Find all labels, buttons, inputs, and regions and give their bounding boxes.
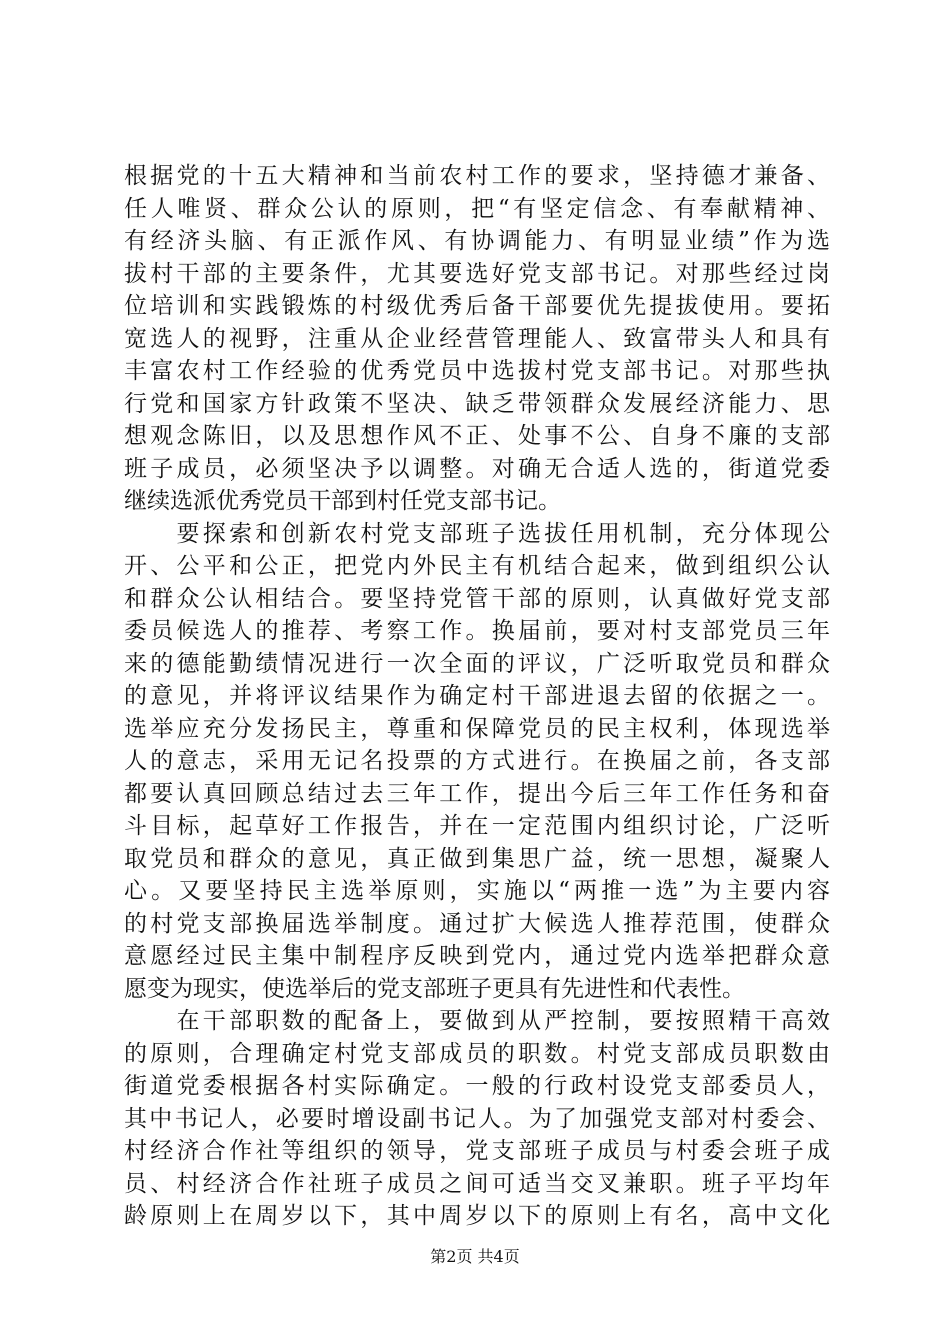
text-line: 宽选人的视野，注重从企业经营管理能人、致富带头人和具有: [124, 325, 830, 352]
text-line: 都要认真回顾总结过去三年工作，提出今后三年工作任务和奋: [124, 780, 830, 807]
text-line: 任人唯贤、群众公认的原则，把“有坚定信念、有奉献精神、: [124, 195, 830, 222]
text-line: 继续选派优秀党员干部到村任党支部书记。: [124, 488, 561, 514]
text-line: 的原则，合理确定村党支部成员的职数。村党支部成员职数由: [124, 1040, 830, 1067]
text-line: 心。又要坚持民主选举原则，实施以“两推一选”为主要内容: [124, 878, 830, 904]
text-line: 根据党的十五大精神和当前农村工作的要求，坚持德才兼备、: [124, 163, 830, 189]
text-line: 丰富农村工作经验的优秀党员中选拔村党支部书记。对那些执: [124, 358, 830, 384]
text-line: 开、公平和公正，把党内外民主有机结合起来，做到组织公认: [124, 553, 830, 579]
text-line: 要探索和创新农村党支部班子选拔任用机制，充分体现公: [124, 520, 830, 547]
text-line: 龄原则上在周岁以下，其中周岁以下的原则上有名，高中文化: [124, 1203, 830, 1229]
text-line: 员、村经济合作社班子成员之间可适当交叉兼职。班子平均年: [124, 1170, 830, 1197]
text-line: 人的意志，采用无记名投票的方式进行。在换届之前，各支部: [124, 748, 830, 774]
text-line: 愿变为现实，使选举后的党支部班子更具有先进性和代表性。: [124, 975, 745, 1002]
document-body: [124, 160, 830, 1233]
text-line: 选举应充分发扬民主，尊重和保障党员的民主权利，体现选举: [124, 715, 830, 742]
text-line: 班子成员，必须坚决予以调整。对确无合适人选的，街道党委: [124, 455, 830, 482]
text-line: 取党员和群众的意见，真正做到集思广益，统一思想，凝聚人: [124, 845, 830, 872]
text-line: 的意见，并将评议结果作为确定村干部进退去留的依据之一。: [124, 683, 830, 709]
text-line: 拔村干部的主要条件，尤其要选好党支部书记。对那些经过岗: [124, 260, 830, 287]
text-line: 来的德能勤绩情况进行一次全面的评议，广泛听取党员和群众: [124, 650, 830, 677]
text-line: 其中书记人，必要时增设副书记人。为了加强党支部对村委会、: [124, 1105, 830, 1132]
text-line: 位培训和实践锻炼的村级优秀后备干部要优先提拔使用。要拓: [124, 293, 830, 319]
text-line: 的村党支部换届选举制度。通过扩大候选人推荐范围，使群众: [124, 910, 830, 937]
text-line: 意愿经过民主集中制程序反映到党内，通过党内选举把群众意: [124, 943, 830, 969]
text-line: 斗目标，起草好工作报告，并在一定范围内组织讨论，广泛听: [124, 813, 830, 839]
text-line: 行党和国家方针政策不坚决、缺乏带领群众发展经济能力、思: [124, 390, 830, 417]
text-line: 在干部职数的配备上，要做到从严控制，要按照精干高效: [124, 1008, 830, 1034]
text-line: 想观念陈旧，以及思想作风不正、处事不公、自身不廉的支部: [124, 423, 830, 449]
page-number-footer: 第2页 共4页: [430, 1247, 520, 1266]
text-line: 村经济合作社等组织的领导，党支部班子成员与村委会班子成: [124, 1138, 830, 1164]
text-line: 委员候选人的推荐、考察工作。换届前，要对村支部党员三年: [124, 618, 830, 644]
text-line: 街道党委根据各村实际确定。一般的行政村设党支部委员人，: [124, 1073, 830, 1099]
text-line: 有经济头脑、有正派作风、有协调能力、有明显业绩”作为选: [124, 228, 830, 254]
text-line: 和群众公认相结合。要坚持党管干部的原则，认真做好党支部: [124, 585, 830, 612]
